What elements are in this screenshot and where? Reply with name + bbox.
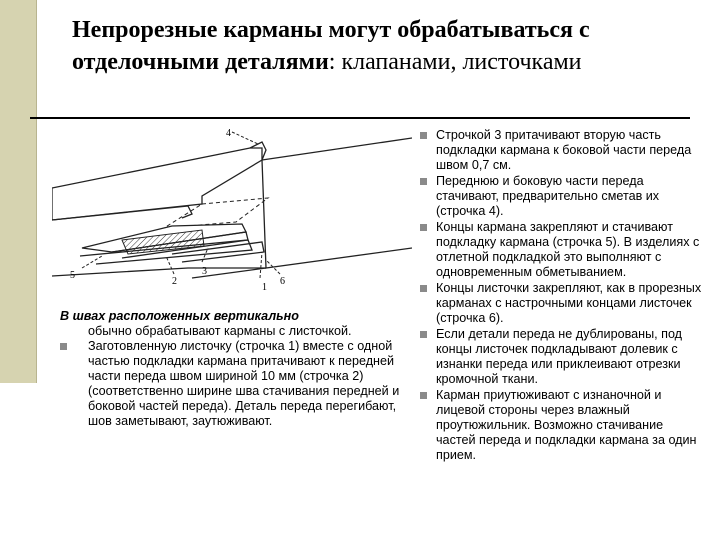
title-divider bbox=[30, 117, 690, 119]
left-intro bbox=[60, 309, 412, 339]
left-intro-bold: В швах расположенных вертикально bbox=[60, 309, 299, 323]
slide-accent-bar bbox=[0, 0, 37, 383]
right-bullet bbox=[420, 281, 706, 326]
bullet-square-icon bbox=[420, 132, 427, 139]
figure-label-5: 5 bbox=[70, 270, 75, 281]
bullet-square-icon bbox=[420, 178, 427, 185]
right-bullet bbox=[420, 220, 706, 280]
right-bullet-text: Строчкой 3 притачивают вторую часть подкладки кармана к боковой части переда швом 0,7 см. bbox=[436, 128, 692, 172]
right-bullet bbox=[420, 174, 706, 219]
right-bullet bbox=[420, 327, 706, 387]
right-bullet-text: Если детали переда не дублированы, под концы листочек подкладывают долевик с изнанки переда или приклеивают отрезки кромочной ткани. bbox=[436, 327, 683, 386]
slide-title-rest: : клапанами, листочками bbox=[328, 49, 582, 75]
left-text-block bbox=[60, 309, 412, 429]
bullet-square-icon bbox=[420, 392, 427, 399]
bullet-square-icon bbox=[420, 224, 427, 231]
bullet-square-icon bbox=[420, 285, 427, 292]
left-intro-rest: обычно обрабатывают карманы с листочкой. bbox=[88, 324, 352, 338]
pocket-diagram bbox=[52, 128, 412, 304]
figure-label-3: 3 bbox=[202, 266, 207, 277]
figure-label-2: 2 bbox=[172, 276, 177, 287]
figure-label-6: 6 bbox=[280, 276, 285, 287]
left-bullet bbox=[60, 339, 412, 429]
right-bullet bbox=[420, 388, 706, 463]
slide-title-bold: Непрорезные карманы могут обрабатываться с отделочными деталями bbox=[72, 17, 590, 75]
right-text-block bbox=[420, 128, 706, 464]
figure-label-4: 4 bbox=[226, 128, 231, 139]
slide-title bbox=[72, 14, 692, 78]
right-bullet-text: Карман приутюживают с изнаночной и лицевой стороны через влажный проутюжильник. Возможно стачивание частей переда и подкладки кармана за один прием. bbox=[436, 388, 697, 462]
bullet-square-icon bbox=[60, 343, 67, 350]
right-bullet bbox=[420, 128, 706, 173]
right-bullet-text: Концы кармана закрепляют и стачивают подкладку кармана (строчка 5). В изделиях с отлетной подкладкой это выполняют с одновременным обметыванием. bbox=[436, 220, 700, 279]
right-bullet-text: Концы листочки закрепляют, как в прорезных карманах с настрочными концами листочек (строчка 6). bbox=[436, 281, 702, 325]
figure-label-1: 1 bbox=[262, 282, 267, 293]
bullet-square-icon bbox=[420, 331, 427, 338]
left-bullet-text: Заготовленную листочку (строчка 1) вместе с одной частью подкладки кармана притачивают к передней части переда швом шириной 10 мм (строчка 2) (соответственно ширине шва стачивания передней и боковой частей переда). Деталь переда перегибают, шов заметывают, заутюживают. bbox=[88, 339, 400, 428]
right-bullet-text: Переднюю и боковую части переда стачивают, предварительно сметав их (строчка 4). bbox=[436, 174, 660, 218]
